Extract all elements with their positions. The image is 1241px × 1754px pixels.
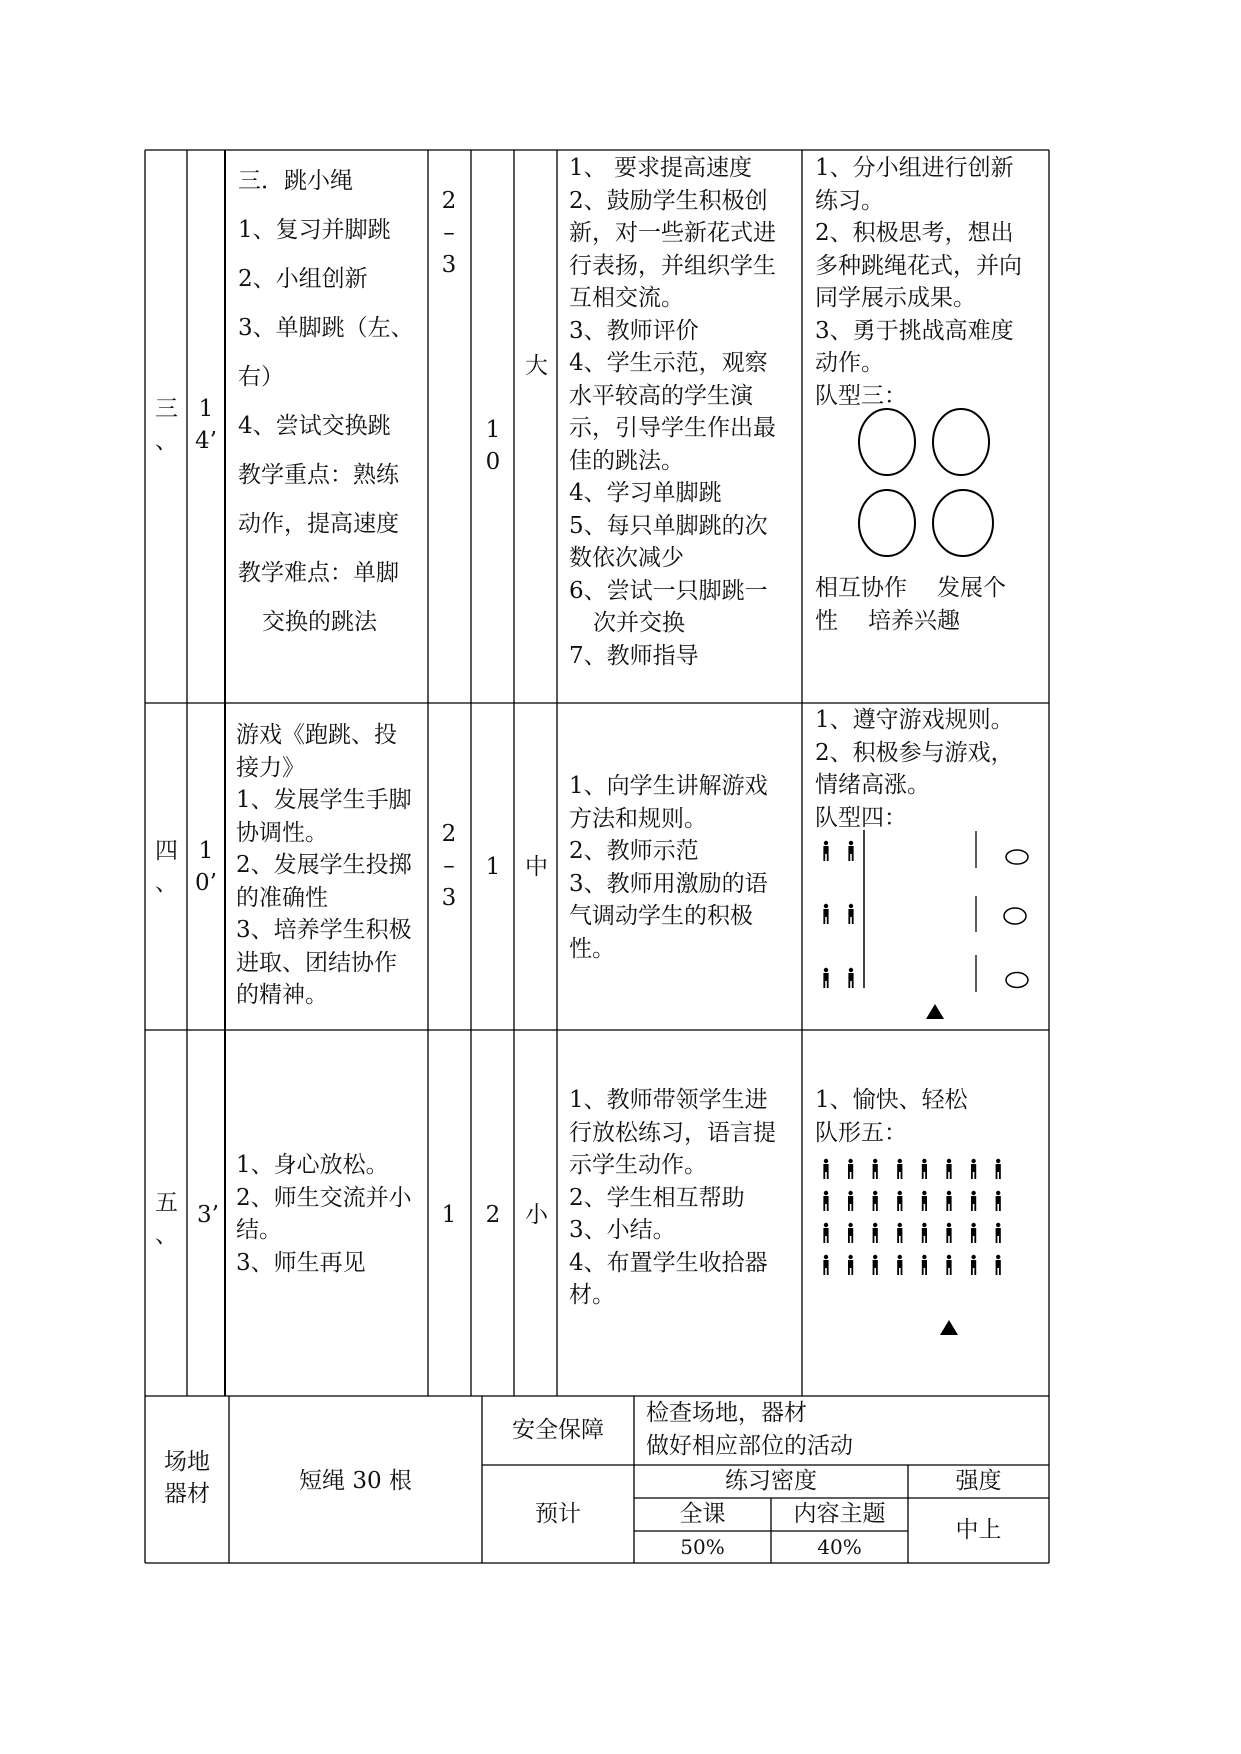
person-icon xyxy=(848,968,853,988)
teacher-line: 行表扬，并组织学生 xyxy=(569,252,776,279)
teacher-line: 佳的跳法。 xyxy=(569,447,684,474)
person-icon xyxy=(873,1159,878,1179)
key-point: 教学重点：熟练 xyxy=(238,462,399,488)
content-line: 的准确性 xyxy=(236,884,328,911)
teacher-line: 4、布置学生收拾器 xyxy=(569,1249,768,1276)
formation-label: 队型三： xyxy=(815,382,907,409)
person-icon xyxy=(897,1255,902,1275)
student-activity xyxy=(815,704,1014,834)
person-icon xyxy=(823,1159,828,1179)
group-circle xyxy=(933,409,989,475)
part-number: 四 、 xyxy=(155,838,178,896)
teacher-line: 3、教师评价 xyxy=(569,317,699,344)
duration: 1 0’ xyxy=(195,838,217,896)
person-icon xyxy=(897,1159,902,1179)
teacher-line: 1、向学生讲解游戏 xyxy=(569,773,768,799)
person-icon xyxy=(971,1191,976,1211)
teacher-line: 5、每只单脚跳的次 xyxy=(569,512,768,539)
person-icon xyxy=(848,1255,853,1275)
content-line: 协调性。 xyxy=(236,819,328,846)
person-icon xyxy=(996,1255,1001,1275)
caption-part: 性 xyxy=(815,607,838,634)
teacher-line: 方法和规则。 xyxy=(569,805,707,832)
intensity-value: 中上 xyxy=(955,1517,1002,1543)
person-icon xyxy=(848,1223,853,1243)
safety-line: 做好相应部位的活动 xyxy=(646,1432,853,1459)
student-line: 1、愉快、轻松 xyxy=(815,1087,968,1113)
intensity-label: 强度 xyxy=(955,1468,1002,1494)
student-line: 1、分小组进行创新 xyxy=(815,155,1014,181)
student-line: 同学展示成果。 xyxy=(815,285,976,311)
teacher-line: 7、教师指导 xyxy=(569,642,699,669)
formation-four-people xyxy=(823,841,853,988)
person-icon xyxy=(823,904,828,924)
student-activity xyxy=(815,152,1022,412)
teacher-line: 3、教师用激励的语 xyxy=(569,870,768,897)
content-line: 1、身心放松。 xyxy=(236,1152,389,1178)
teacher-line: 示学生动作。 xyxy=(569,1152,707,1178)
content-column xyxy=(238,157,414,647)
person-icon xyxy=(946,1191,951,1211)
content-line: 3、培养学生积极 xyxy=(236,917,412,943)
content-line: 游戏《跑跳、投 xyxy=(236,722,397,748)
count: 1 xyxy=(485,854,501,880)
caption-part: 发展个 xyxy=(937,575,1006,601)
main-content-density: 40% xyxy=(817,1535,862,1559)
teacher-line: 2、教师示范 xyxy=(569,838,699,864)
label-line: 场地 xyxy=(164,1449,210,1475)
content-line: 的精神。 xyxy=(236,982,328,1008)
whole-class-density: 50% xyxy=(680,1535,725,1559)
formation-three-caption xyxy=(815,572,1006,637)
teacher-line: 4、学习单脚跳 xyxy=(569,480,722,506)
target-ring xyxy=(1006,973,1028,988)
difficulty-point: 交换的跳法 xyxy=(262,609,377,635)
group-circle xyxy=(933,490,993,556)
teacher-line: 3、小结。 xyxy=(569,1217,676,1243)
key-point: 动作，提高速度 xyxy=(238,511,399,537)
person-icon xyxy=(848,1191,853,1211)
group-circle xyxy=(859,490,915,556)
teacher-activity xyxy=(569,152,776,672)
part-number: 三 、 xyxy=(155,396,178,454)
person-icon xyxy=(823,1223,828,1243)
person-icon xyxy=(922,1159,927,1179)
content-title: 三．跳小绳 xyxy=(238,168,353,194)
sets: 2 – 3 xyxy=(441,188,457,278)
student-line: 动作。 xyxy=(815,350,884,376)
person-icon xyxy=(823,1255,828,1275)
main-content-label: 内容主题 xyxy=(793,1501,886,1527)
person-icon xyxy=(946,1255,951,1275)
person-icon xyxy=(823,968,828,988)
teacher-line: 气调动学生的积极 xyxy=(569,903,753,929)
teacher-line: 新，对一些新花式进 xyxy=(569,220,776,246)
intensity: 小 xyxy=(525,1202,548,1228)
student-line: 1、遵守游戏规则。 xyxy=(815,707,1014,733)
person-icon xyxy=(873,1255,878,1275)
person-icon xyxy=(848,1159,853,1179)
label-line: 器材 xyxy=(164,1481,210,1507)
content-line: 1、发展学生手脚 xyxy=(236,787,412,813)
person-icon xyxy=(946,1223,951,1243)
intensity: 大 xyxy=(525,353,548,379)
formation-label: 队型四： xyxy=(815,804,907,831)
person-icon xyxy=(823,841,828,861)
content-line: 3、师生再见 xyxy=(236,1249,366,1276)
density-label: 练习密度 xyxy=(725,1468,817,1494)
teacher-line: 1、教师带领学生进 xyxy=(569,1087,768,1113)
person-icon xyxy=(848,841,853,861)
person-icon xyxy=(996,1159,1001,1179)
student-line: 2、积极参与游戏， xyxy=(815,739,1014,766)
safety-line: 检查场地，器材 xyxy=(646,1400,807,1426)
estimate-label: 预计 xyxy=(535,1501,581,1527)
count: 1 0 xyxy=(485,417,501,475)
student-line: 情绪高涨。 xyxy=(815,772,930,798)
person-icon xyxy=(971,1159,976,1179)
sets: 1 xyxy=(441,1202,457,1228)
person-icon xyxy=(971,1255,976,1275)
part-number: 五 、 xyxy=(155,1190,178,1248)
teacher-line: 次并交换 xyxy=(593,610,685,636)
person-icon xyxy=(922,1255,927,1275)
content-line: 2、发展学生投掷 xyxy=(236,852,412,878)
group-circle xyxy=(859,409,915,475)
formation-label: 队形五： xyxy=(815,1119,907,1146)
content-line: 结。 xyxy=(236,1217,282,1243)
duration: 3’ xyxy=(197,1202,219,1228)
person-icon xyxy=(946,1159,951,1179)
teacher-line: 数依次减少 xyxy=(569,545,684,571)
student-line: 3、勇于挑战高难度 xyxy=(815,317,1014,344)
teacher-line: 示，引导学生作出最 xyxy=(569,415,776,441)
target-ring xyxy=(1006,850,1028,864)
teacher-activity xyxy=(569,1084,776,1312)
teacher-triangle-icon xyxy=(926,1004,944,1019)
person-icon xyxy=(897,1191,902,1211)
content-column xyxy=(236,719,412,1012)
content-line: 2、小组创新 xyxy=(238,266,368,292)
teacher-line: 材。 xyxy=(569,1282,615,1308)
formation-three-diagram xyxy=(859,409,993,556)
student-line: 多种跳绳花式，并向 xyxy=(815,252,1022,279)
target-ring xyxy=(1004,908,1026,924)
teacher-line: 4、学生示范，观察 xyxy=(569,350,768,376)
person-icon xyxy=(922,1191,927,1211)
teacher-line: 行放松练习，语言提 xyxy=(569,1119,776,1146)
person-icon xyxy=(873,1191,878,1211)
content-line: 4、尝试交换跳 xyxy=(238,413,391,439)
student-activity xyxy=(815,1084,968,1149)
content-line: 2、师生交流并小 xyxy=(236,1184,412,1211)
venue-equipment-label xyxy=(146,1446,228,1510)
content-line: 1、复习并脚跳 xyxy=(238,217,391,243)
safety-label: 安全保障 xyxy=(512,1417,604,1443)
person-icon xyxy=(971,1223,976,1243)
teacher-activity xyxy=(569,770,768,965)
duration: 1 4’ xyxy=(195,396,217,454)
caption-part: 相互协作 xyxy=(815,575,907,601)
caption-part: 培养兴趣 xyxy=(868,607,960,634)
content-line: 进取、团结协作 xyxy=(236,949,397,976)
person-icon xyxy=(996,1223,1001,1243)
teacher-line: 2、鼓励学生积极创 xyxy=(569,187,768,214)
person-icon xyxy=(996,1191,1001,1211)
content-line: 接力》 xyxy=(236,754,305,781)
teacher-line: 1、 要求提高速度 xyxy=(569,155,752,181)
sets: 2 – 3 xyxy=(441,821,457,911)
teacher-line: 互相交流。 xyxy=(569,285,684,311)
safety-measures xyxy=(646,1397,853,1462)
person-icon xyxy=(897,1223,902,1243)
equipment-value: 短绳 30 根 xyxy=(299,1468,412,1494)
student-line: 练习。 xyxy=(815,187,884,214)
content-line: 3、单脚跳（左、 xyxy=(238,315,414,341)
formation-four-diagram xyxy=(864,830,1028,992)
teacher-line: 性。 xyxy=(569,935,615,962)
teacher-line: 水平较高的学生演 xyxy=(569,382,753,409)
content-column xyxy=(236,1149,412,1279)
difficulty-point: 教学难点：单脚 xyxy=(238,560,399,586)
teacher-line: 2、学生相互帮助 xyxy=(569,1184,745,1211)
student-line: 2、积极思考，想出 xyxy=(815,220,1014,246)
content-line: 右） xyxy=(238,364,284,390)
teacher-triangle-icon xyxy=(940,1320,958,1335)
teacher-line: 6、尝试一只脚跳一 xyxy=(569,577,768,604)
person-icon xyxy=(823,1191,828,1211)
count: 2 xyxy=(485,1202,501,1228)
person-icon xyxy=(922,1223,927,1243)
person-icon xyxy=(873,1223,878,1243)
whole-class-label: 全课 xyxy=(679,1501,726,1527)
formation-five-people xyxy=(823,1159,1000,1275)
intensity: 中 xyxy=(525,854,548,880)
person-icon xyxy=(848,904,853,924)
